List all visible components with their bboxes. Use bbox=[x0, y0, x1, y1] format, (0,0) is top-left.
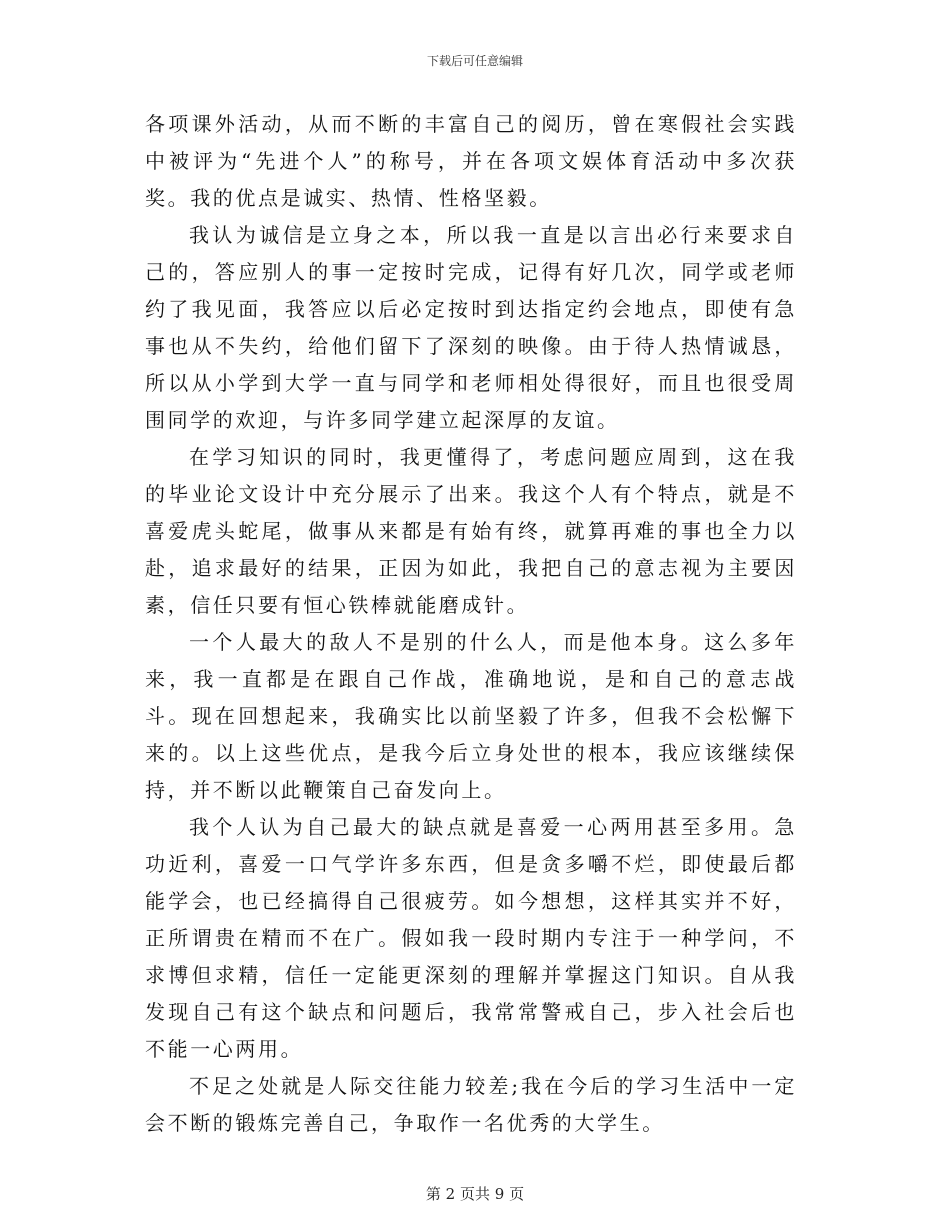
page-header: 下载后可任意编辑 bbox=[426, 54, 523, 68]
paragraph-thoroughness: 在学习知识的同时，我更懂得了，考虑问题应周到，这在我的毕业论文设计中充分展示了出来。我这个人有个特点，就是不喜爱虎头蛇尾，做事从来都是有始有终，就算再难的事也全力以赴，追求最好的结果，正因为如此，我把自己的意志视为主要因素，信任只要有恒心铁棒就能磨成针。 bbox=[145, 445, 797, 617]
document-body bbox=[145, 106, 797, 1142]
paragraph-self-discipline: 一个人最大的敌人不是别的什么人，而是他本身。这么多年来，我一直都是在跟自己作战，准确地说，是和自己的意志战斗。现在回想起来，我确实比以前坚毅了许多，但我不会松懈下来的。以上这些优点，是我今后立身处世的根本，我应该继续保持，并不断以此鞭策自己奋发向上。 bbox=[145, 630, 797, 802]
paragraph-shortcoming-multitasking: 我个人认为自己最大的缺点就是喜爱一心两用甚至多用。急功近利，喜爱一口气学许多东西，但是贪多嚼不烂，即使最后都能学会，也已经搞得自己很疲劳。如今想想，这样其实并不好，正所谓贵在精而不在广。假如我一段时期内专注于一种学问，不求博但求精，信任一定能更深刻的理解并掌握这门知识。自从我发现自己有这个缺点和问题后，我常常警戒自己，步入社会后也不能一心两用。 bbox=[145, 815, 797, 1061]
page-footer: 第 2 页共 9 页 bbox=[425, 1185, 525, 1203]
paragraph-continuation: 各项课外活动，从而不断的丰富自己的阅历，曾在寒假社会实践中被评为“先进个人”的称号，并在各项文娱体育活动中多次获奖。我的优点是诚实、热情、性格坚毅。 bbox=[145, 112, 797, 210]
paragraph-shortcoming-social: 不足之处就是人际交往能力较差;我在今后的学习生活中一定会不断的锻炼完善自己，争取作一名优秀的大学生。 bbox=[145, 1074, 797, 1135]
paragraph-integrity: 我认为诚信是立身之本，所以我一直是以言出必行来要求自己的，答应别人的事一定按时完成，记得有好几次，同学或老师约了我见面，我答应以后必定按时到达指定约会地点，即使有急事也从不失约，给他们留下了深刻的映像。由于待人热情诚恳，所以从小学到大学一直与同学和老师相处得很好，而且也很受周围同学的欢迎，与许多同学建立起深厚的友谊。 bbox=[145, 223, 797, 432]
